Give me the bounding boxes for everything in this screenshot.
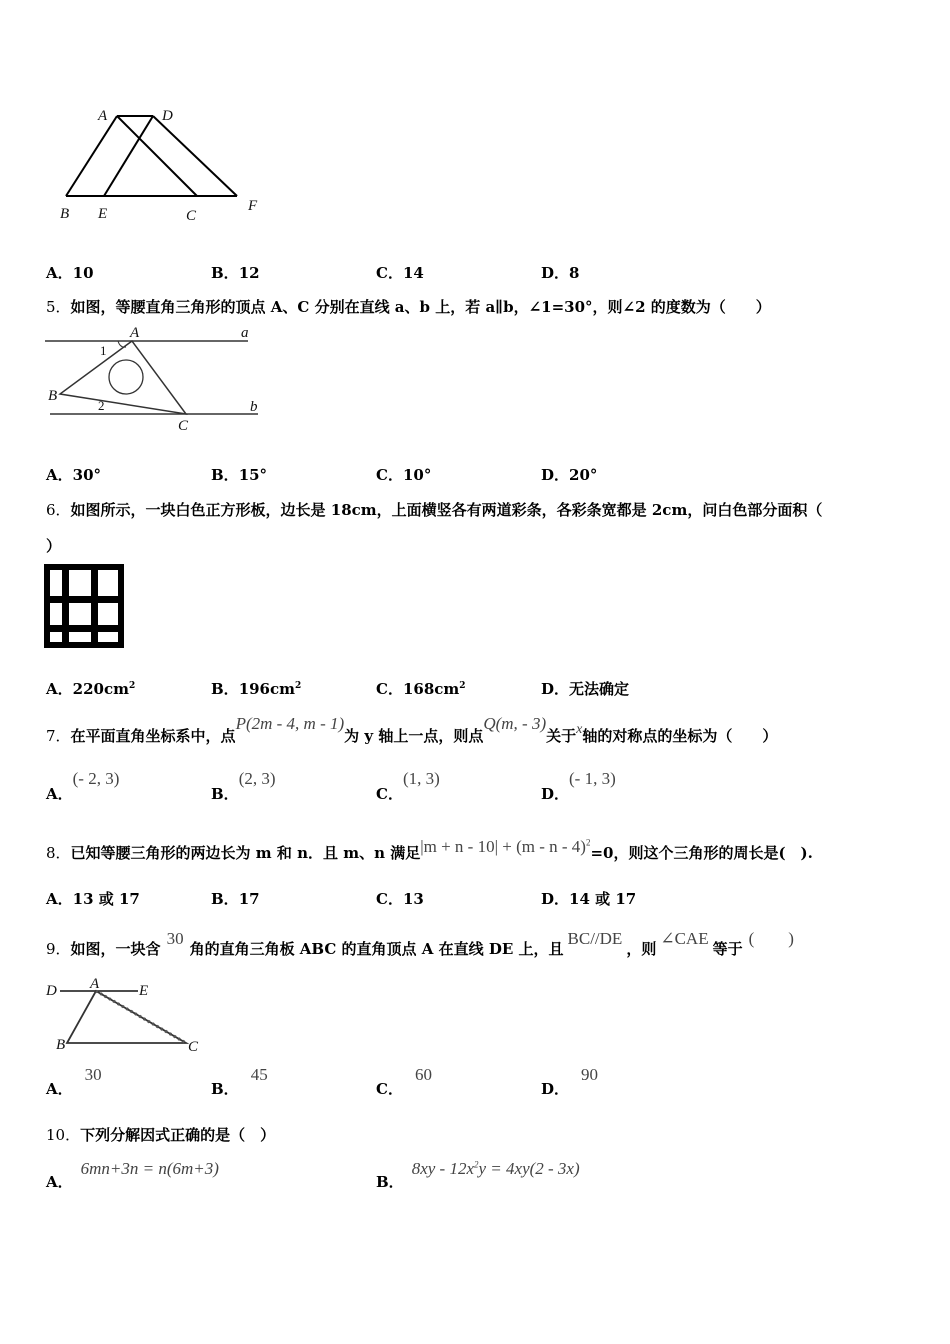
question-number: 8． [46,844,71,862]
option-letter: B． [211,680,239,698]
option-letter: C． [376,890,403,908]
option-math [412,1159,580,1178]
q9-figure [40,975,210,1060]
option-letter: C． [376,264,403,282]
option-text: 196cm [238,680,296,698]
q4-label-e: E [98,206,108,222]
option-letter: A． [46,466,73,484]
math-part-a: 8xy - 12x [411,1159,474,1178]
option-text: 10 [72,264,94,282]
question-text: 在平面直角坐标系中，点 [70,727,236,745]
q9-label-c: C [188,1039,199,1055]
question-text: 轴的对称点的坐标为（ ） [582,727,778,745]
option-math: 6mn+3n = n(6m+3) [80,1159,219,1178]
math-part-b: y = 4xy(2 - 3x) [478,1159,580,1178]
option-letter: B． [211,466,239,484]
q4-option-c[interactable] [376,262,424,283]
q5-option-b[interactable] [211,464,267,485]
option-letter: B． [211,264,239,282]
question-text: 等于 [712,940,743,958]
math-expression: |m + n - 10| + (m - n - 4) [420,837,586,856]
q7-option-a[interactable] [46,768,120,803]
question-number: 6． [46,501,71,519]
q5-option-d[interactable] [541,464,597,485]
option-text: 220cm [72,680,129,698]
option-text: 14 或 17 [569,890,637,908]
option-letter: C． [376,1080,403,1098]
option-text: 168cm [402,680,460,698]
option-letter: B． [376,1173,404,1191]
option-letter: D． [541,264,570,282]
q4-option-a[interactable] [46,262,94,283]
q8-question [46,837,813,863]
q9-label-b: B [56,1037,66,1053]
option-text: 无法确定 [569,680,630,698]
option-letter: C． [376,680,403,698]
option-letter: A． [46,680,73,698]
q5-figure [40,322,270,437]
question-text: 为 y 轴上一点，则点 [344,727,484,745]
q4-label-b: B [60,206,70,222]
option-math: (2, 3) [238,769,276,788]
option-text: 30° [72,466,102,484]
math-point-p: P(2m - 4, m - 1) [235,714,345,733]
q9-option-b[interactable] [211,1064,268,1098]
math-30: 30 [166,929,184,948]
q4-label-f: F [248,198,258,214]
q4-label-c: C [186,208,197,224]
q5-label-line-a: a [241,325,249,341]
q5-label-angle2: 2 [98,398,105,413]
option-letter: D． [541,1080,570,1098]
option-text: 14 [402,264,424,282]
question-text: ，则 [626,940,657,958]
question-number: 7． [46,727,71,745]
q7-question [46,714,778,746]
math-bc-parallel-de: BC//DE [567,929,623,948]
q8-option-d[interactable] [541,888,636,909]
q10-question [46,1124,275,1145]
option-letter: D． [541,680,570,698]
q5-option-c[interactable] [376,464,431,485]
option-math: 45 [250,1065,268,1084]
q8-option-c[interactable] [376,888,424,909]
option-math: 60 [414,1065,432,1084]
math-sup: 2 [474,1159,479,1170]
q8-math-expression [420,837,590,856]
question-text: 如图所示，一块白色正方形板，边长是 18cm，上面横竖各有两道彩条，各彩条宽都是 2cm，问白色部分面积（ [70,501,823,519]
option-letter: D． [541,890,570,908]
option-sup: 2 [128,681,136,691]
option-text: 17 [238,890,260,908]
option-letter: A． [46,1080,73,1098]
q4-option-d[interactable] [541,262,579,283]
q5-label-b: B [48,388,58,404]
question-text: 角的直角三角板 ABC 的直角顶点 A 在直线 DE 上，且 [189,940,564,958]
q4-label-d: D [162,108,173,124]
option-letter: A． [46,890,73,908]
q9-label-e: E [139,983,149,999]
option-math: 30 [84,1065,102,1084]
question-text: 已知等腰三角形的两边长为 m 和 n．且 m、n 满足 [70,844,421,862]
q9-label-a: A [90,976,100,992]
option-text: 13 [402,890,424,908]
option-math: (1, 3) [402,769,440,788]
q4-figure [40,100,280,230]
option-letter: D． [541,785,570,803]
q5-label-line-b: b [250,399,258,415]
q9-question [46,929,794,959]
question-number: 5． [46,298,71,316]
question-number: 9． [46,940,71,958]
q5-label-angle1: 1 [100,343,107,358]
option-letter: B． [211,785,239,803]
math-sup: 2 [585,837,591,848]
option-sup: 2 [295,681,302,691]
q6-question-line2: ） [46,537,62,555]
q6-question-line1 [46,499,822,520]
option-letter: B． [211,890,239,908]
option-text: 8 [569,264,580,282]
option-text: 13 或 17 [72,890,140,908]
q9-option-c[interactable] [376,1064,432,1098]
q6-option-a[interactable] [46,678,135,699]
option-letter: A． [46,1173,73,1191]
q9-label-d: D [46,983,57,999]
q9-option-a[interactable] [46,1064,102,1098]
option-text: 12 [238,264,260,282]
q4-label-a: A [98,108,108,124]
option-sup: 2 [459,681,466,691]
question-text: 如图，等腰直角三角形的顶点 A、C 分别在直线 a、b 上，若 a∥b，∠1=30°，则∠2 的度数为（ ） [70,298,771,316]
q7-option-d[interactable] [541,768,616,803]
question-number: 10． [46,1126,81,1144]
q8-option-a[interactable] [46,888,140,909]
math-paren: ( ) [748,929,794,948]
question-text: 如图，一块含 [70,940,161,958]
q7-option-c[interactable] [376,768,440,803]
option-letter: C． [376,785,403,803]
q6-option-b[interactable] [211,678,301,699]
math-angle-cae: ∠CAE [660,929,709,948]
q6-option-c[interactable] [376,678,466,699]
option-letter: D． [541,466,570,484]
q10-option-a[interactable] [46,1158,219,1191]
option-text: 20° [569,466,598,484]
q4-option-b[interactable] [211,262,260,283]
q6-option-d[interactable] [541,678,629,699]
option-text: 10° [402,466,432,484]
q10-option-b[interactable] [376,1158,580,1191]
q5-question [46,296,771,317]
q5-option-a[interactable] [46,464,101,485]
question-text: =0，则这个三角形的周长是( ). [590,844,813,862]
q8-option-b[interactable] [211,888,260,909]
math-point-q: Q(m, - 3) [483,714,547,733]
option-letter: A． [46,264,73,282]
option-math: (- 1, 3) [569,769,616,788]
math-x: x [576,722,583,737]
option-letter: A． [46,785,73,803]
q9-option-d[interactable] [541,1064,599,1098]
option-text: 15° [238,466,268,484]
option-math: 90 [581,1065,599,1084]
q7-option-b[interactable] [211,768,276,803]
question-text: 下列分解因式正确的是（ ） [80,1126,276,1144]
q6-figure [44,564,124,648]
question-text: 关于 [546,727,577,745]
option-letter: B． [211,1080,239,1098]
option-math: (- 2, 3) [72,769,120,788]
q5-label-c: C [178,418,189,434]
option-letter: C． [376,466,403,484]
q5-label-a: A [130,325,140,341]
